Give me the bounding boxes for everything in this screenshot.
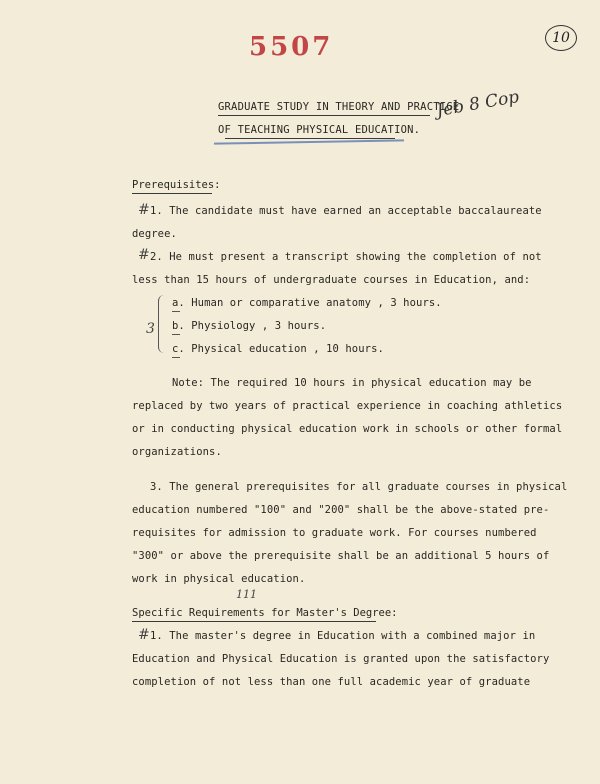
margin-mark-1: #: [138, 202, 150, 218]
marker-underline: [172, 311, 180, 312]
text-line: 2. He must present a transcript showing the completion of not: [150, 251, 542, 263]
handwritten-note: Jeb 8 Cop: [434, 86, 521, 122]
margin-mark-2: #: [138, 247, 150, 263]
requirements-underline: [132, 621, 376, 622]
text-line: requisites for admission to graduate work. For courses numbered: [132, 527, 537, 539]
text-line: 1. The candidate must have earned an acceptable baccalaureate: [150, 205, 542, 217]
margin-mark-4: #: [138, 627, 150, 643]
stamp-number: 5507: [249, 32, 334, 62]
requirements-heading: Specific Requirements for Master's Degree:: [132, 607, 398, 619]
title-underline-1: [218, 115, 430, 116]
margin-bracket: [158, 295, 167, 353]
text-line: organizations.: [132, 446, 222, 458]
text-line: or in conducting physical education work in schools or other formal: [132, 423, 563, 435]
title-line-2: OF TEACHING PHYSICAL EDUCATION.: [218, 124, 421, 136]
text-line: "300" or above the prerequisite shall be an additional 5 hours of: [132, 550, 550, 562]
pencil-underline: [214, 139, 404, 144]
text-line: replaced by two years of practical experience in coaching athletics: [132, 400, 563, 412]
marker-underline: [172, 357, 180, 358]
page-number-circled: 10: [545, 25, 577, 51]
title-line-1: GRADUATE STUDY IN THEORY AND PRACTICE: [218, 101, 460, 113]
text-line: b. Physiology , 3 hours.: [172, 320, 327, 332]
title-underline-2: [225, 138, 395, 139]
prerequisites-heading: Prerequisites:: [132, 179, 221, 191]
text-line: 1. The master's degree in Education with a combined major in: [150, 630, 536, 642]
marker-underline: [172, 334, 180, 335]
text-line: Education and Physical Education is granted upon the satisfactory: [132, 653, 550, 665]
margin-mark-3: 3: [146, 321, 155, 337]
text-line: c. Physical education , 10 hours.: [172, 343, 384, 355]
text-line: less than 15 hours of undergraduate courses in Education, and:: [132, 274, 531, 286]
text-line: Note: The required 10 hours in physical education may be: [172, 377, 532, 389]
text-line: degree.: [132, 228, 177, 240]
text-line: completion of not less than one full academic year of graduate: [132, 676, 531, 688]
text-line: 3. The general prerequisites for all graduate courses in physical: [150, 481, 568, 493]
text-line: education numbered "100" and "200" shall be the above-stated pre-: [132, 504, 550, 516]
prerequisites-underline: [132, 193, 212, 194]
text-line: a. Human or comparative anatomy , 3 hours.: [172, 297, 442, 309]
text-line: work in physical education.: [132, 573, 306, 585]
margin-mark-5: 111: [236, 588, 257, 601]
